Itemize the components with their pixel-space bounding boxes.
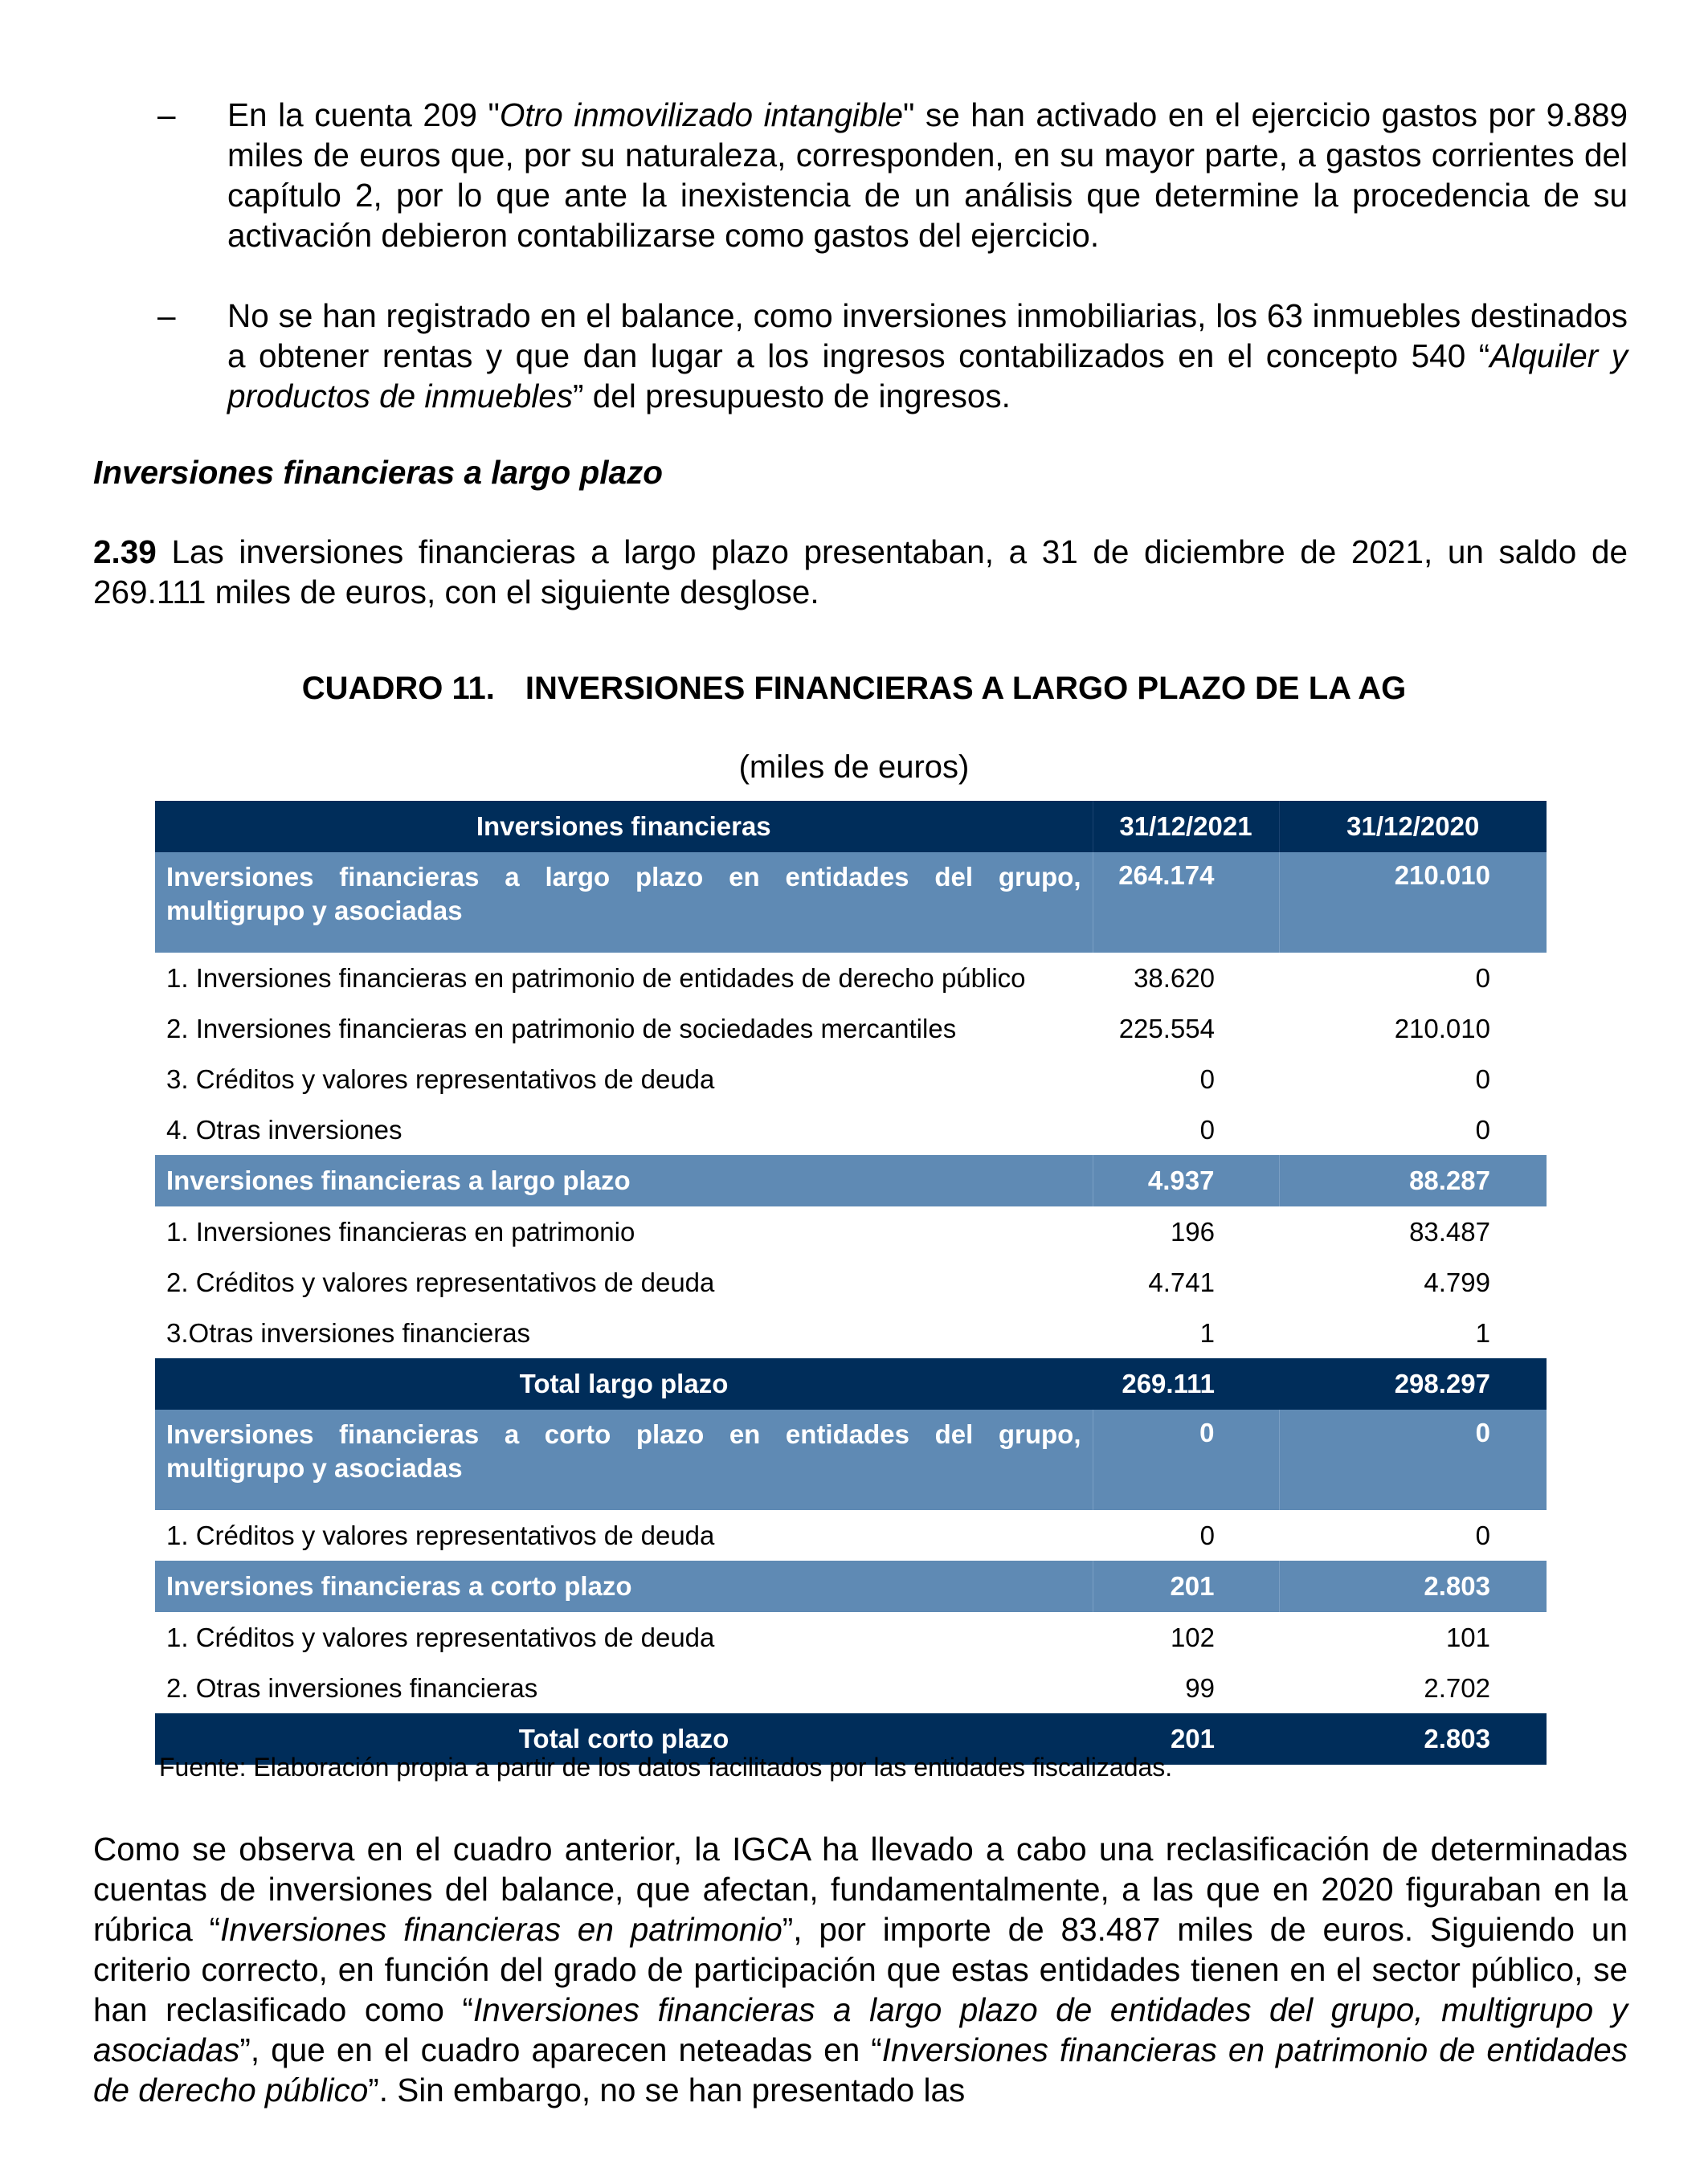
table-source-note: Fuente: Elaboración propia a partir de los datos facilitados por las entidades fiscalizadas.	[159, 1753, 1173, 1782]
table-row-group	[155, 1155, 1547, 1206]
value-2021: 102	[1170, 1622, 1215, 1652]
table-row	[155, 1003, 1547, 1054]
row-label: 1. Créditos y valores representativos de deuda	[166, 1622, 715, 1652]
row-label: 3.Otras inversiones financieras	[166, 1317, 531, 1348]
table-row	[155, 1257, 1547, 1308]
value-2021: 0	[1199, 1520, 1215, 1550]
table-row	[155, 1206, 1547, 1257]
value-2020: 101	[1445, 1622, 1490, 1652]
table-row	[155, 1510, 1547, 1561]
value-2021: 201	[1093, 1713, 1279, 1765]
row-label: Inversiones financieras a corto plazo	[155, 1561, 1093, 1612]
row-label: 4. Otras inversiones	[166, 1114, 402, 1145]
section-heading: Inversiones financieras a largo plazo	[93, 454, 664, 491]
value-2021: 99	[1185, 1672, 1215, 1703]
table-row	[155, 953, 1547, 1003]
dash-bullet-icon: –	[157, 297, 176, 334]
paragraph-2-39: 2.39 Las inversiones financieras a largo plazo presentaban, a 31 de diciembre de 2021, un saldo de 269.111 miles de euros, con el siguiente desglose.	[93, 533, 1628, 610]
row-label: Inversiones financieras a corto plazo en entidades del grupo, multigrupo y asociadas	[155, 1410, 1093, 1510]
value-2020: 0	[1279, 1410, 1547, 1510]
table-row	[155, 1663, 1547, 1713]
value-2020: 83.487	[1409, 1216, 1490, 1247]
value-2020: 4.799	[1424, 1267, 1490, 1297]
row-label: Total largo plazo	[155, 1358, 1093, 1410]
table-row	[155, 1104, 1547, 1155]
column-header-2021: 31/12/2021	[1093, 801, 1279, 852]
value-2020: 298.297	[1279, 1358, 1547, 1410]
value-2021: 4.741	[1148, 1267, 1215, 1297]
value-2020: 0	[1475, 1063, 1490, 1094]
value-2020: 1	[1475, 1317, 1490, 1348]
row-label: 2. Inversiones financieras en patrimonio de sociedades mercantiles	[166, 1013, 957, 1043]
value-2020: 0	[1475, 1114, 1490, 1145]
table-row	[155, 1054, 1547, 1104]
row-label: Total corto plazo	[155, 1713, 1093, 1765]
row-label: Inversiones financieras a largo plazo en entidades del grupo, multigrupo y asociadas	[155, 852, 1093, 953]
row-label: 1. Créditos y valores representativos de deuda	[166, 1520, 715, 1550]
table-row-group	[155, 852, 1547, 953]
bullet-text: En la cuenta 209 "Otro inmovilizado intangible" se han activado en el ejercicio gastos por 9.889 miles de euros que, por su naturaleza, corresponden, en su mayor parte, a gastos corrientes del capítulo 2, por lo que ante la inexistencia de un análisis que determine la procedencia de su activación debieron contabilizarse como gastos del ejercicio.	[227, 96, 1628, 254]
value-2020: 0	[1475, 962, 1490, 993]
value-2021: 201	[1093, 1561, 1279, 1612]
value-2020: 2.702	[1424, 1672, 1490, 1703]
value-2020: 2.803	[1279, 1561, 1547, 1612]
paragraph-number: 2.39	[93, 533, 157, 570]
row-label: 2. Otras inversiones financieras	[166, 1672, 538, 1703]
bullet-item-2	[157, 296, 1628, 416]
row-label: 2. Créditos y valores representativos de deuda	[166, 1267, 715, 1297]
value-2021: 225.554	[1118, 1013, 1215, 1043]
value-2020: 210.010	[1394, 1013, 1490, 1043]
bullet-item-1	[157, 95, 1628, 255]
bullet-text: No se han registrado en el balance, como inversiones inmobiliarias, los 63 inmuebles destinados a obtener rentas y que dan lugar a los ingresos contabilizados en el concepto 540 “Alquiler y productos de inmuebles” del presupuesto de ingresos.	[227, 297, 1628, 414]
value-2020: 0	[1475, 1520, 1490, 1550]
value-2020: 2.803	[1279, 1713, 1547, 1765]
table-row-total	[155, 1358, 1547, 1410]
value-2021: 269.111	[1093, 1358, 1279, 1410]
row-label: 1. Inversiones financieras en patrimonio de entidades de derecho público	[166, 962, 1026, 993]
value-2020: 210.010	[1279, 852, 1547, 953]
value-2021: 0	[1199, 1114, 1215, 1145]
table-row	[155, 1612, 1547, 1663]
value-2021: 264.174	[1093, 852, 1279, 953]
column-header-label: Inversiones financieras	[155, 801, 1093, 852]
table-row	[155, 1308, 1547, 1358]
value-2021: 4.937	[1093, 1155, 1279, 1206]
table-header-row	[155, 801, 1547, 852]
table-units: (miles de euros)	[738, 749, 970, 785]
value-2021: 38.620	[1134, 962, 1215, 993]
row-label: 3. Créditos y valores representativos de deuda	[166, 1063, 715, 1094]
table-row-group	[155, 1410, 1547, 1510]
table-row-group	[155, 1561, 1547, 1612]
value-2021: 0	[1199, 1063, 1215, 1094]
row-label: 1. Inversiones financieras en patrimonio	[166, 1216, 635, 1247]
value-2021: 1	[1199, 1317, 1215, 1348]
value-2021: 0	[1093, 1410, 1279, 1510]
financial-investments-table	[155, 801, 1547, 1765]
table-title: CUADRO 11. INVERSIONES FINANCIERAS A LARGO PLAZO DE LA AG	[301, 671, 1407, 706]
value-2020: 88.287	[1279, 1155, 1547, 1206]
value-2021: 196	[1170, 1216, 1215, 1247]
dash-bullet-icon: –	[157, 96, 176, 133]
column-header-2020: 31/12/2020	[1279, 801, 1547, 852]
bullet-list	[157, 95, 1628, 456]
row-label: Inversiones financieras a largo plazo	[155, 1155, 1093, 1206]
closing-paragraph: Como se observa en el cuadro anterior, la IGCA ha llevado a cabo una reclasificación de determinadas cuentas de inversiones del balance, que afectan, fundamentalmente, a las que en 2020 figuraban en la rúbrica “Inversiones financieras en patrimonio”, por importe de 83.487 miles de euros. Siguiendo un criterio correcto, en función del grado de participación que estas entidades tienen en el sector público, se han reclasificado como “Inversiones financieras a largo plazo de entidades del grupo, multigrupo y asociadas”, que en el cuadro aparecen neteadas en “Inversiones financieras en patrimonio de entidades de derecho público”. Sin embargo, no se han presentado las	[93, 1831, 1628, 2108]
table-number: CUADRO 11.	[301, 671, 495, 706]
